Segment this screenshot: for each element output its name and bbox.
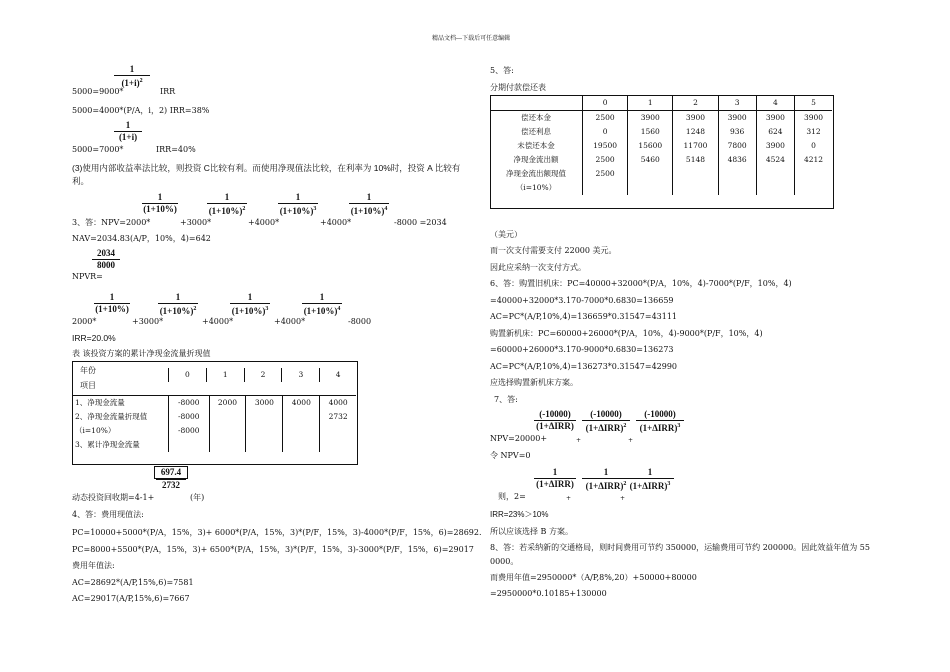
npv-result: -8000 =2034 (394, 218, 447, 227)
irr-frac-4: 1 $(1+10\%)^4$ (303, 292, 341, 316)
answer-6-line-b: AC=PC*(A/P,10%,4)=136659*0.31547=43111 (490, 312, 678, 321)
plus-c: + (566, 495, 572, 502)
answer-4-title: 4、答：费用现值法: (72, 510, 144, 519)
table-row: 净现金流出额现值 2500 (490, 167, 832, 181)
irr-frac-3: 1 $(1+10\%)^3$ (231, 292, 269, 316)
npvr-label: NPVR= (72, 272, 103, 281)
answer-6-line-f: 应选择购置新机床方案。 (490, 378, 578, 387)
irr-frac-2: 1 $(1+10\%)^2$ (159, 292, 197, 316)
answer-6: 6、答：购置旧机床：PC=40000+32000*(P/A，10%，4)-7000*(P/F，10%，4) (490, 279, 792, 288)
year-cell: 3 (282, 368, 320, 382)
payback-label: 动态投资回收期=4-1+ (72, 493, 155, 502)
delta-frac-3: 1 $(1+\Delta IRR)^3$ (624, 467, 676, 492)
answer-7: 7、答: (494, 395, 518, 404)
year-cell: 0 (169, 368, 207, 382)
currency-unit: （美元） (490, 230, 522, 239)
year-cell: 4 (320, 368, 356, 382)
year-cell: 2 (244, 368, 282, 382)
delta-irr-frac-1: (-10000) (1+ΔIRR) (532, 409, 578, 432)
npv-term-4000b: +4000* (320, 218, 352, 227)
left-table-body (72, 395, 356, 452)
answer-3-npv: 3、答：NPV=2000* (72, 218, 151, 227)
equation-a: 5000=9000* (72, 87, 124, 96)
table-row: 1、净现金流量 -8000 2000 3000 4000 4000 (72, 396, 356, 411)
plus-a: + (576, 437, 582, 444)
choose-b: 所以应该选择 B 方案。 (490, 527, 573, 536)
delta-irr-frac-3: (-10000) $(1+\Delta IRR)^3$ (634, 409, 686, 434)
npv-frac-1: 1 (1+10%) (143, 192, 177, 214)
irr-label: IRR (160, 87, 176, 96)
npv-frac-3: 1 $(1+10\%)^3$ (279, 192, 317, 216)
payback-fraction: 697.4 2732 (154, 466, 188, 491)
irr-term-3000: +3000* (132, 317, 164, 326)
table-row: 0 1 2 3 4 5 (490, 96, 832, 111)
delta-frac-1: 1 (1+ΔIRR) (532, 467, 578, 490)
table-row: （i=10%） (490, 181, 832, 195)
note-3-cont: 利。 (72, 176, 90, 186)
answer-8-cont: 0000。 (490, 557, 519, 566)
right-table (490, 96, 832, 195)
answer-6-line-a: =40000+32000*3.170-7000*0.6830=136659 (490, 296, 674, 305)
npv-7: NPV=20000+ (490, 434, 548, 443)
table-row: 偿还本金 2500 3900 3900 3900 3900 3900 (490, 111, 832, 126)
left-table-head-year: 年份 (80, 366, 96, 375)
table-row: 净现金流出额 2500 5460 5148 4836 4524 4212 (490, 153, 832, 167)
npvr-fraction: 2034 8000 (90, 248, 122, 271)
left-table-head-item: 项目 (80, 381, 96, 390)
irr-20: IRR=20.0% (72, 333, 116, 343)
answer-6-line-e: AC=PC*(A/P,10%,4)=136273*0.31547=42990 (490, 362, 678, 371)
note-3: (3)使用内部收益率法比较，则投资 C比较有利。而使用净现值法比较，在利率为 10%时，投资 A 比较有 (72, 163, 461, 173)
irr-frac-1: 1 (1+10%) (95, 292, 129, 314)
pc-line-2: PC=8000+5500*(P/A，15%，3)+ 6500*(P/A，15%，3)*(P/F，15%，3)-3000*(P/F，15%，6)=29017 (72, 545, 474, 554)
answer-6-line-d: =60000+26000*3.170-9000*0.6830=136273 (490, 345, 674, 354)
equation-c: 5000=7000* (72, 145, 124, 154)
equation-b: 5000=4000*(P/A，i，2) IRR=38% (72, 106, 210, 115)
fraction-b: 1 (1+i) (112, 120, 144, 143)
plus-d: + (620, 495, 626, 502)
nav-line: NAV=2034.83(A/P，10%，4)=642 (72, 234, 211, 243)
delta-irr-frac-2: (-10000) $(1+\Delta IRR)^2$ (580, 409, 632, 434)
lump-sum-line: 而一次支付需要支付 22000 美元。 (490, 246, 617, 255)
irr-term-4000a: +4000* (202, 317, 234, 326)
npv-frac-4: 1 $(1+10\%)^4$ (350, 192, 388, 216)
plus-b: + (628, 437, 634, 444)
npv-frac-2: 1 $(1+10\%)^2$ (208, 192, 246, 216)
left-table-caption: 表 该投资方案的累计净现金流量折现值 (72, 349, 211, 358)
table-row: （i=10%） -8000 (72, 424, 356, 438)
table-row: 2、净现金流量折现值 -8000 2732 (72, 410, 356, 424)
then-equation: 则，2= (498, 492, 526, 501)
left-table (72, 368, 356, 382)
irr-term-2000: 2000* (72, 317, 97, 326)
delta-frac-2: 1 $(1+\Delta IRR)^2$ (580, 467, 632, 492)
ac-line-1: AC=28692*(A/P,15%,6)=7581 (72, 578, 194, 587)
fraction-a: 1 $(1+i)^2$ (112, 64, 152, 89)
table-row: 偿还利息 0 1560 1248 936 624 312 (490, 125, 832, 139)
pc-line-1: PC=10000+5000*(P/A，15%，3)+ 6000*(P/A，15%，3)*(P/F，15%，3)-4000*(P/F，15%，6)=28692. (72, 528, 482, 537)
annual-method: 费用年值法: (72, 561, 115, 570)
cost-annual-1: 而费用年值=2950000*（A/P,8%,20）+50000+80000 (490, 573, 697, 582)
answer-5: 5、答: (490, 66, 514, 75)
irr-term-4000b: +4000* (274, 317, 306, 326)
table-row: 未偿还本金 19500 15600 11700 7800 3900 0 (490, 139, 832, 153)
irr-23: IRR=23%＞10% (490, 510, 549, 519)
npv-term-3000: +3000* (180, 218, 212, 227)
right-table-caption: 分期付款偿还表 (490, 83, 546, 92)
ac-line-2: AC=29017(A/P,15%,6)=7667 (72, 594, 190, 603)
table-row: 3、累计净现金流量 (72, 438, 356, 452)
irr-term-8000: -8000 (348, 317, 372, 326)
answer-6-line-c: 购置新机床：PC=60000+26000*(P/A，10%，4)-9000*(P/F，10%，4) (490, 329, 763, 338)
table-row (72, 368, 356, 382)
let-npv-zero: 令 NPV=0 (490, 451, 531, 460)
year-cell: 1 (206, 368, 244, 382)
irr-40: IRR=40% (156, 145, 196, 154)
choose-lump-sum: 因此应采纳一次支付方式。 (490, 263, 586, 272)
payback-unit: (年) (190, 493, 205, 502)
page-header: 精品文档---下载后可任意编辑 (432, 35, 511, 42)
npv-term-4000a: +4000* (248, 218, 280, 227)
answer-8: 8、答：若采纳新的交通格局，则时间费用可节约 350000，运输费用可节约 200000。因此效益年值为 55 (490, 543, 870, 552)
cost-annual-2: =2950000*0.10185+130000 (490, 589, 607, 598)
